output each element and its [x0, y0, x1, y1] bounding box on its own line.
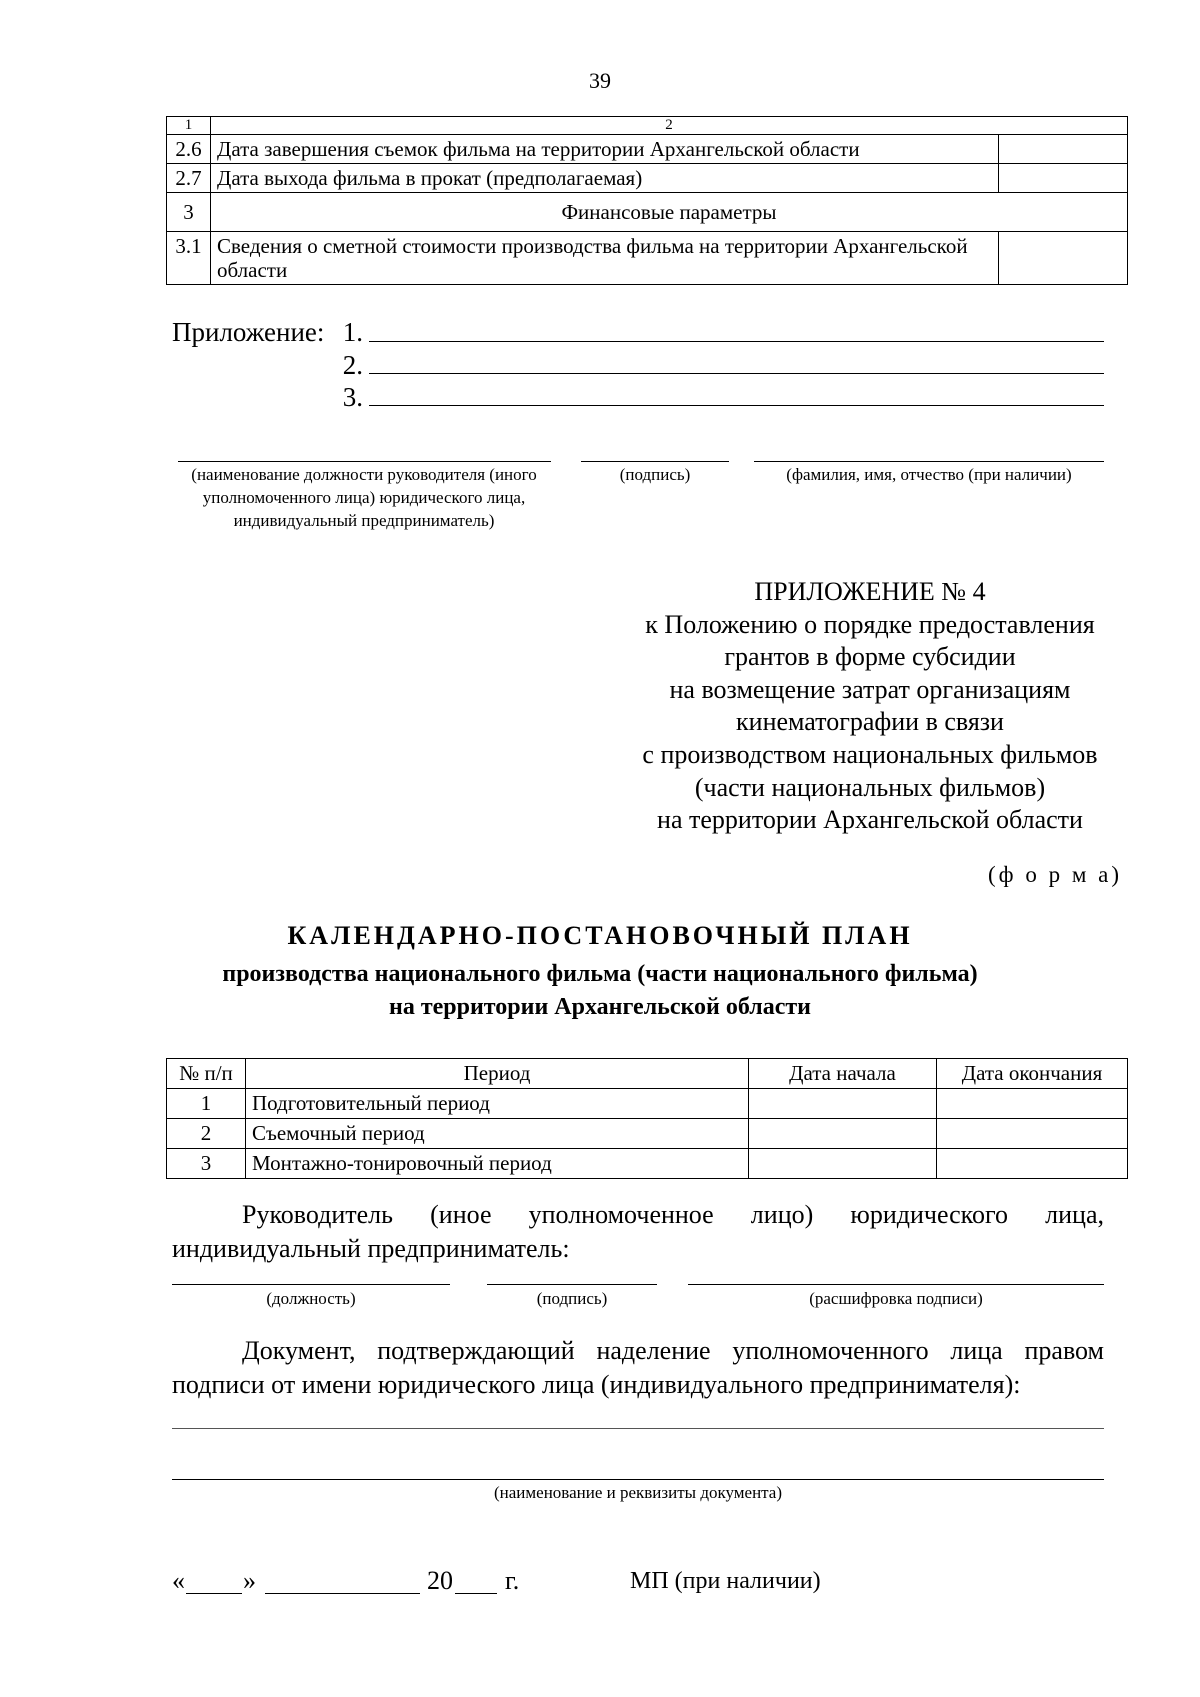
year-suffix: г.	[505, 1566, 520, 1595]
year-line[interactable]	[455, 1593, 497, 1594]
position-line[interactable]	[172, 1284, 450, 1285]
plan-subtitle-line: производства национального фильма (части национального фильма)	[222, 961, 978, 987]
table-row	[167, 164, 1128, 193]
row-number: 2	[167, 1119, 246, 1149]
plan-table	[166, 1058, 1128, 1179]
period-cell: Подготовительный период	[246, 1089, 749, 1119]
month-line[interactable]	[265, 1593, 420, 1594]
table-row	[167, 232, 1128, 285]
table-header-row	[167, 117, 1128, 135]
section-row	[167, 193, 1128, 232]
period-cell: Монтажно-тонировочный период	[246, 1149, 749, 1179]
row-text: Сведения о сметной стоимости производства фильма на территории Архангельской области	[211, 232, 999, 285]
appendix-item-1-line[interactable]	[369, 341, 1104, 342]
header-cell: Период	[246, 1059, 749, 1089]
name-caption: (фамилия, имя, отчество (при наличии)	[786, 465, 1072, 484]
annex-title: ПРИЛОЖЕНИЕ № 4	[754, 577, 986, 606]
name-line[interactable]	[754, 461, 1104, 462]
annex-line: кинематографии в связи	[736, 707, 1004, 737]
table-row	[167, 1089, 1128, 1119]
end-date-cell[interactable]	[937, 1149, 1128, 1179]
row-number: 1	[167, 1089, 246, 1119]
close-quote: »	[243, 1566, 256, 1595]
end-date-cell[interactable]	[937, 1119, 1128, 1149]
row-number: 3	[167, 1149, 246, 1179]
table-row	[167, 1149, 1128, 1179]
signature-line[interactable]	[487, 1284, 657, 1285]
head-block-text: Руководитель (иное уполномоченное лицо) юридического лица, индивидуальный предприниматель:	[172, 1200, 1104, 1263]
table-row	[167, 135, 1128, 164]
row-number: 3.1	[167, 232, 211, 285]
plan-subtitle	[0, 958, 1200, 1024]
start-date-cell[interactable]	[749, 1119, 937, 1149]
row-text: Дата выхода фильма в прокат (предполагаемая)	[211, 164, 999, 193]
plan-subtitle-line: на территории Архангельской области	[389, 994, 811, 1020]
document-caption: (наименование и реквизиты документа)	[493, 1483, 783, 1502]
document-block-text: Документ, подтверждающий наделение уполномоченного лица правом подписи от имени юридического лица (индивидуального предпринимателя):	[172, 1336, 1104, 1399]
end-date-cell[interactable]	[937, 1089, 1128, 1119]
appendix-item-number: 2.	[342, 350, 363, 380]
appendix-item-number: 3.	[342, 382, 363, 412]
value-cell[interactable]	[999, 232, 1128, 285]
value-cell[interactable]	[999, 135, 1128, 164]
day-line[interactable]	[186, 1593, 242, 1594]
document-line-2[interactable]	[172, 1479, 1104, 1480]
appendix-item-number: 1.	[342, 317, 363, 347]
decoding-line[interactable]	[688, 1284, 1104, 1285]
appendix-label: Приложение:	[172, 317, 325, 347]
signature-caption: (подпись)	[536, 1289, 608, 1308]
header-cell: № п/п	[167, 1059, 246, 1089]
page-number: 39	[589, 68, 611, 93]
section-title: Финансовые параметры	[211, 193, 1128, 232]
open-quote: «	[172, 1566, 185, 1595]
appendix-item-2-line[interactable]	[369, 373, 1104, 374]
annex-line: на территории Архангельской области	[657, 805, 1083, 835]
header-cell: 2	[211, 117, 1128, 135]
annex-line: грантов в форме субсидии	[724, 642, 1016, 672]
form-mark: (ф о р м а)	[988, 862, 1122, 887]
annex-line: (части национальных фильмов)	[694, 772, 1046, 802]
annex-line: к Положению о порядке предоставления	[645, 609, 1095, 639]
start-date-cell[interactable]	[749, 1089, 937, 1119]
position-caption: (наименование должности руководителя (иного уполномоченного лица) юридического лица, индивидуальный предприниматель)	[191, 465, 537, 530]
document-line-1[interactable]	[172, 1428, 1104, 1429]
annex-line: с производством национальных фильмов	[642, 739, 1098, 769]
annex-header	[600, 576, 1140, 837]
decoding-caption: (расшифровка подписи)	[809, 1289, 983, 1308]
signature-caption: (подпись)	[619, 465, 691, 484]
position-line[interactable]	[178, 461, 551, 462]
row-text: Дата завершения съемок фильма на территории Архангельской области	[211, 135, 999, 164]
annex-line: на возмещение затрат организациям	[669, 674, 1071, 704]
position-caption: (должность)	[266, 1289, 356, 1308]
table-row	[167, 1119, 1128, 1149]
header-cell: Дата начала	[749, 1059, 937, 1089]
period-cell: Съемочный период	[246, 1119, 749, 1149]
row-number: 2.6	[167, 135, 211, 164]
table-header-row	[167, 1059, 1128, 1089]
header-cell: Дата окончания	[937, 1059, 1128, 1089]
header-cell: 1	[167, 117, 211, 135]
row-number: 3	[167, 193, 211, 232]
signature-line[interactable]	[581, 461, 729, 462]
row-number: 2.7	[167, 164, 211, 193]
stamp-label: МП (при наличии)	[630, 1568, 821, 1594]
plan-title: КАЛЕНДАРНО-ПОСТАНОВОЧНЫЙ ПЛАН	[287, 921, 913, 950]
value-cell[interactable]	[999, 164, 1128, 193]
start-date-cell[interactable]	[749, 1149, 937, 1179]
appendix-item-3-line[interactable]	[369, 405, 1104, 406]
top-table	[166, 116, 1128, 285]
year-prefix: 20	[427, 1566, 453, 1595]
